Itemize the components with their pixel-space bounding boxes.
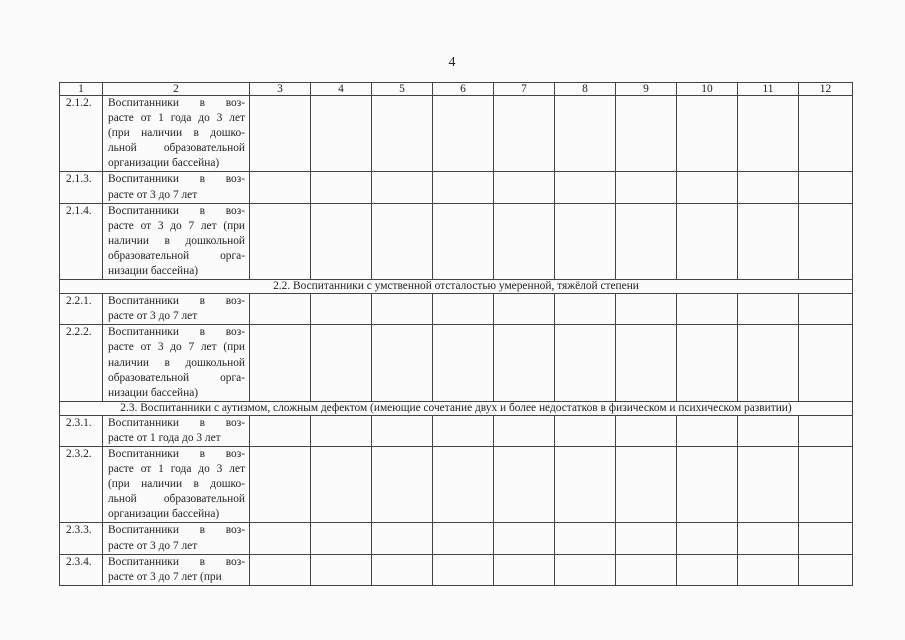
row-number: 2.3.4. (60, 554, 103, 585)
empty-cell (555, 203, 616, 279)
row-description (103, 415, 250, 446)
empty-cell (738, 415, 799, 446)
section-title: 2.3. Воспитанники с аутизмом, сложным дефектом (имеющие сочетание двух и более недостатков в физическом и психическом развитии) (60, 401, 853, 415)
empty-cell (555, 96, 616, 172)
empty-cell (677, 523, 738, 554)
row-description (103, 523, 250, 554)
description-line: расте от 3 до 7 лет (при (108, 219, 245, 232)
empty-cell (555, 446, 616, 522)
empty-cell (555, 415, 616, 446)
empty-cell (433, 325, 494, 401)
row-number: 2.3.2. (60, 446, 103, 522)
column-header-9: 9 (616, 83, 677, 96)
row-number: 2.2.1. (60, 294, 103, 325)
empty-cell (799, 415, 853, 446)
empty-cell (494, 523, 555, 554)
empty-cell (433, 415, 494, 446)
column-header-6: 6 (433, 83, 494, 96)
empty-cell (372, 325, 433, 401)
row-number: 2.1.3. (60, 172, 103, 203)
description-line: Воспитанники в воз- (108, 295, 245, 308)
empty-cell (555, 294, 616, 325)
row-number: 2.1.2. (60, 96, 103, 172)
empty-cell (433, 96, 494, 172)
empty-cell (738, 294, 799, 325)
empty-cell (799, 172, 853, 203)
empty-cell (616, 172, 677, 203)
description-line: (при наличии в дошко- (108, 478, 245, 491)
empty-cell (433, 294, 494, 325)
data-table (59, 82, 853, 586)
empty-cell (494, 203, 555, 279)
empty-cell (250, 446, 311, 522)
empty-cell (372, 172, 433, 203)
empty-cell (738, 554, 799, 585)
empty-cell (433, 203, 494, 279)
description-line: расте от 1 года до 3 лет (108, 112, 245, 125)
empty-cell (677, 554, 738, 585)
empty-cell (738, 96, 799, 172)
description-line: (при наличии в дошко- (108, 127, 245, 140)
empty-cell (799, 96, 853, 172)
description-line: льной образовательной (108, 142, 245, 155)
empty-cell (677, 325, 738, 401)
empty-cell (799, 325, 853, 401)
empty-cell (799, 294, 853, 325)
row-number: 2.1.4. (60, 203, 103, 279)
description-line: расте от 3 до 7 лет (при (108, 570, 222, 583)
empty-cell (616, 294, 677, 325)
empty-cell (616, 446, 677, 522)
empty-cell (250, 325, 311, 401)
description-line: расте от 1 года до 3 лет (108, 431, 221, 444)
column-header-4: 4 (311, 83, 372, 96)
empty-cell (311, 172, 372, 203)
column-header-1: 1 (60, 83, 103, 96)
row-description (103, 294, 250, 325)
description-line: Воспитанники в воз- (108, 204, 245, 217)
description-line: льной образовательной (108, 493, 245, 506)
row-description (103, 96, 250, 172)
empty-cell (799, 446, 853, 522)
table-row (60, 554, 853, 585)
empty-cell (311, 554, 372, 585)
empty-cell (250, 172, 311, 203)
empty-cell (250, 294, 311, 325)
empty-cell (311, 415, 372, 446)
empty-cell (799, 203, 853, 279)
column-header-11: 11 (738, 83, 799, 96)
description-line: образовательной орга- (108, 249, 245, 262)
empty-cell (372, 96, 433, 172)
empty-cell (494, 415, 555, 446)
empty-cell (616, 523, 677, 554)
empty-cell (677, 446, 738, 522)
empty-cell (311, 96, 372, 172)
empty-cell (372, 294, 433, 325)
empty-cell (250, 203, 311, 279)
table-row (60, 446, 853, 522)
empty-cell (677, 203, 738, 279)
empty-cell (250, 415, 311, 446)
empty-cell (799, 554, 853, 585)
row-number: 2.2.2. (60, 325, 103, 401)
table-row (60, 325, 853, 401)
section-row (60, 280, 853, 294)
empty-cell (311, 203, 372, 279)
empty-cell (677, 294, 738, 325)
description-line: расте от 3 до 7 лет (108, 310, 198, 323)
empty-cell (738, 172, 799, 203)
row-description (103, 203, 250, 279)
empty-cell (738, 446, 799, 522)
description-line: расте от 1 года до 3 лет (108, 463, 245, 476)
empty-cell (799, 523, 853, 554)
page-number: 4 (448, 55, 456, 70)
empty-cell (250, 96, 311, 172)
empty-cell (433, 446, 494, 522)
empty-cell (555, 523, 616, 554)
row-description (103, 446, 250, 522)
empty-cell (311, 446, 372, 522)
empty-cell (616, 325, 677, 401)
column-header-2: 2 (103, 83, 250, 96)
description-line: низации бассейна) (108, 265, 199, 278)
empty-cell (372, 554, 433, 585)
empty-cell (738, 523, 799, 554)
description-line: Воспитанники в воз- (108, 97, 245, 109)
table-row (60, 172, 853, 203)
row-number: 2.3.3. (60, 523, 103, 554)
empty-cell (494, 325, 555, 401)
section-row (60, 401, 853, 415)
table-row (60, 523, 853, 554)
description-line: организации бассейна) (108, 508, 220, 521)
empty-cell (372, 446, 433, 522)
description-line: Воспитанники в воз- (108, 416, 245, 429)
description-line: Воспитанники в воз- (108, 447, 245, 460)
table-row (60, 96, 853, 172)
empty-cell (311, 523, 372, 554)
empty-cell (677, 96, 738, 172)
empty-cell (677, 415, 738, 446)
header-row (60, 83, 853, 96)
empty-cell (494, 446, 555, 522)
empty-cell (372, 415, 433, 446)
description-line: наличии в дошкольной (108, 234, 245, 247)
description-line: организации бассейна) (108, 157, 220, 170)
row-description (103, 325, 250, 401)
empty-cell (555, 554, 616, 585)
column-header-12: 12 (799, 83, 853, 96)
table-row (60, 415, 853, 446)
empty-cell (494, 96, 555, 172)
description-line: Воспитанники в воз- (108, 524, 245, 537)
column-header-10: 10 (677, 83, 738, 96)
description-line: расте от 3 до 7 лет (108, 188, 198, 201)
empty-cell (311, 325, 372, 401)
empty-cell (616, 554, 677, 585)
empty-cell (433, 523, 494, 554)
description-line: Воспитанники в воз- (108, 555, 245, 568)
row-description (103, 554, 250, 585)
description-line: Воспитанники в воз- (108, 326, 245, 339)
empty-cell (372, 523, 433, 554)
table-row (60, 203, 853, 279)
description-line: расте от 3 до 7 лет (при (108, 341, 245, 354)
empty-cell (616, 415, 677, 446)
empty-cell (494, 294, 555, 325)
column-header-8: 8 (555, 83, 616, 96)
table-body (60, 83, 853, 586)
empty-cell (494, 554, 555, 585)
empty-cell (250, 523, 311, 554)
column-header-7: 7 (494, 83, 555, 96)
section-title: 2.2. Воспитанники с умственной отсталостью умеренной, тяжёлой степени (60, 280, 853, 294)
empty-cell (250, 554, 311, 585)
empty-cell (433, 172, 494, 203)
column-header-5: 5 (372, 83, 433, 96)
empty-cell (494, 172, 555, 203)
table-row (60, 294, 853, 325)
empty-cell (677, 172, 738, 203)
empty-cell (311, 294, 372, 325)
column-header-3: 3 (250, 83, 311, 96)
empty-cell (372, 203, 433, 279)
empty-cell (555, 172, 616, 203)
description-line: наличии в дошкольной (108, 356, 245, 369)
empty-cell (738, 325, 799, 401)
description-line: расте от 3 до 7 лет (108, 539, 198, 552)
empty-cell (433, 554, 494, 585)
empty-cell (738, 203, 799, 279)
row-number: 2.3.1. (60, 415, 103, 446)
empty-cell (555, 325, 616, 401)
empty-cell (616, 96, 677, 172)
row-description (103, 172, 250, 203)
description-line: Воспитанники в воз- (108, 173, 245, 186)
description-line: образовательной орга- (108, 371, 245, 384)
description-line: низации бассейна) (108, 386, 199, 399)
empty-cell (616, 203, 677, 279)
